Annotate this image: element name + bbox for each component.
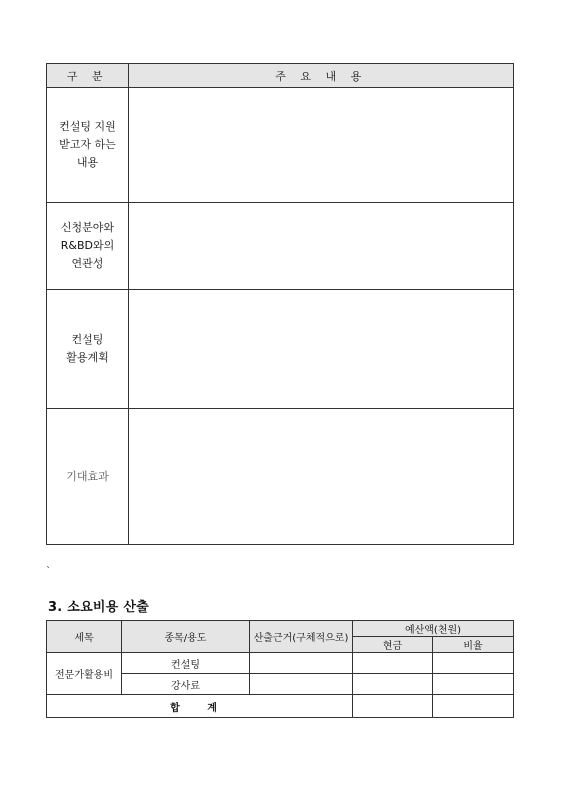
row-label-expected-effect: 기대효과 xyxy=(47,409,129,545)
content-table xyxy=(46,63,514,545)
header-item: 세목 xyxy=(47,621,122,653)
cost-table xyxy=(46,620,514,718)
header-category: 구 분 xyxy=(47,64,129,88)
row-content-rbd-relevance[interactable] xyxy=(129,203,514,290)
subitem-lecture-fee: 강사료 xyxy=(122,674,250,695)
cash-lecture-fee[interactable] xyxy=(353,674,433,695)
row-label-consulting-request: 컨설팅 지원 받고자 하는 내용 xyxy=(47,88,129,203)
header-basis: 산출근거(구체적으로) xyxy=(250,621,353,653)
total-row xyxy=(47,695,514,718)
section-title: 3. 소요비용 산출 xyxy=(48,600,149,615)
category-expert-cost: 전문가활용비 xyxy=(47,653,122,695)
table-row xyxy=(47,203,514,290)
cost-header-row xyxy=(47,621,514,637)
header-cash: 현금 xyxy=(353,637,433,653)
row-content-expected-effect[interactable] xyxy=(129,409,514,545)
header-ratio: 비율 xyxy=(433,637,514,653)
total-ratio[interactable] xyxy=(433,695,514,718)
table-row xyxy=(47,290,514,409)
table-row xyxy=(47,88,514,203)
basis-consulting[interactable] xyxy=(250,653,353,674)
row-content-consulting-request[interactable] xyxy=(129,88,514,203)
subitem-consulting: 컨설팅 xyxy=(122,653,250,674)
header-main-content: 주 요 내 용 xyxy=(129,64,514,88)
cash-consulting[interactable] xyxy=(353,653,433,674)
header-budget: 예산액(천원) xyxy=(353,621,514,637)
stray-mark: ` xyxy=(46,566,51,577)
header-subitem: 종목/용도 xyxy=(122,621,250,653)
row-label-rbd-relevance: 신청분야와 R&BD와의 연관성 xyxy=(47,203,129,290)
total-label: 합 계 xyxy=(47,695,353,718)
total-cash[interactable] xyxy=(353,695,433,718)
row-content-usage-plan[interactable] xyxy=(129,290,514,409)
table-row xyxy=(47,409,514,545)
content-table-header xyxy=(47,64,514,88)
ratio-lecture-fee[interactable] xyxy=(433,674,514,695)
row-label-usage-plan: 컨설팅 활용계획 xyxy=(47,290,129,409)
ratio-consulting[interactable] xyxy=(433,653,514,674)
table-row xyxy=(47,653,514,674)
basis-lecture-fee[interactable] xyxy=(250,674,353,695)
